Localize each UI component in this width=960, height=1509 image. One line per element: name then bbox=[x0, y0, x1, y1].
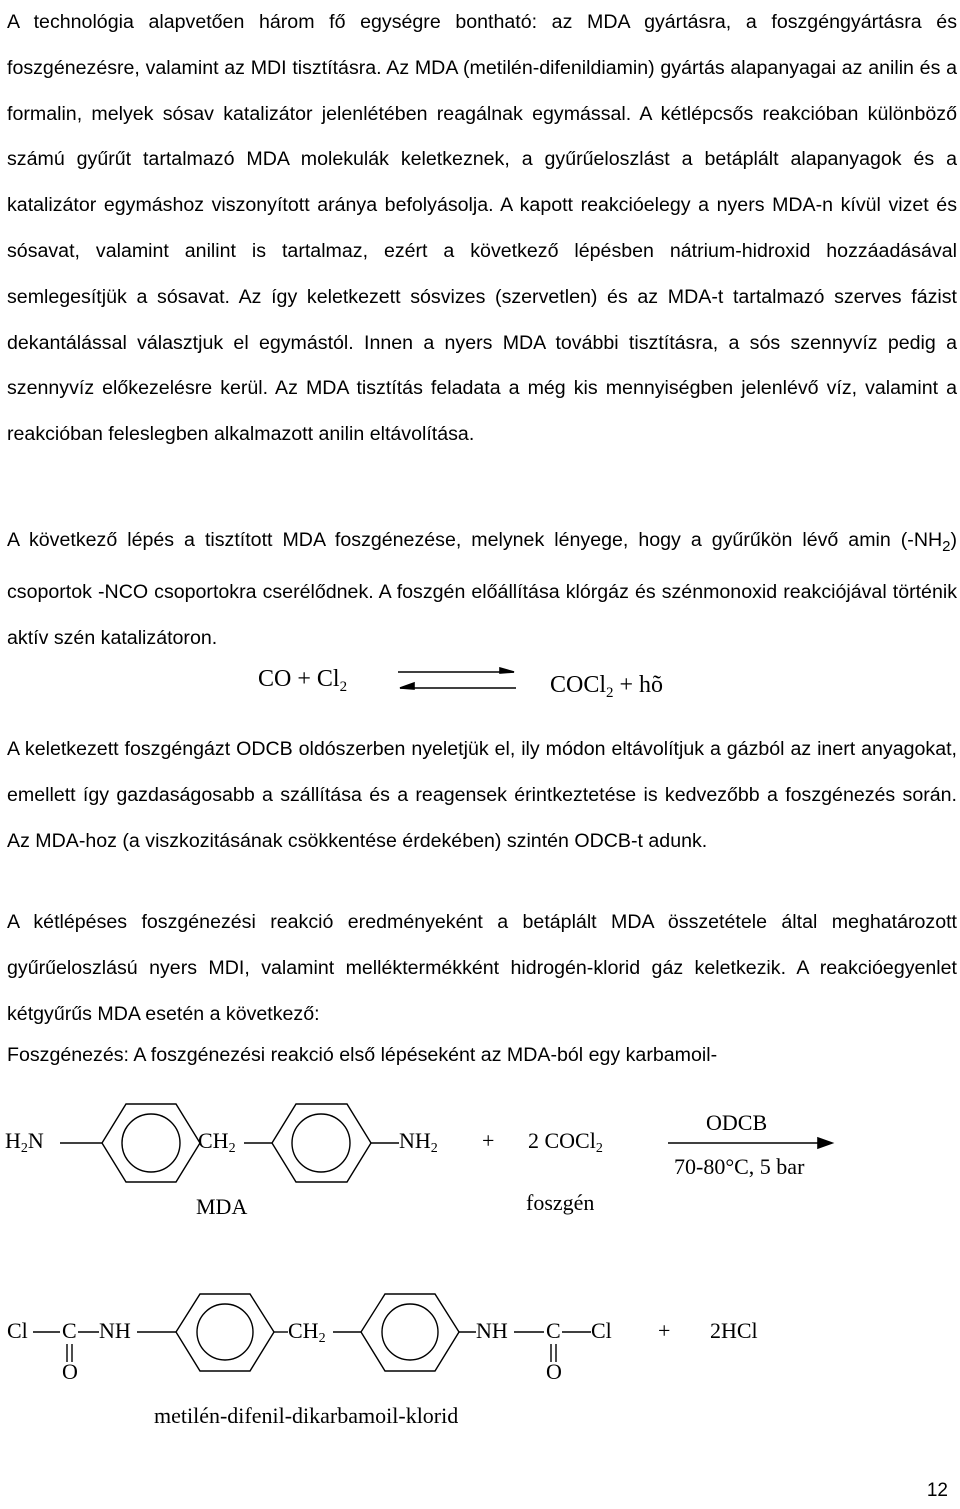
reagent-sub: 2 bbox=[595, 1141, 603, 1156]
eq-right-sub: 2 bbox=[606, 685, 614, 701]
p2-subscript: 2 bbox=[942, 538, 951, 555]
label-phosgene: foszgén bbox=[526, 1190, 595, 1215]
paragraph-odcb: A keletkezett foszgéngázt ODCB oldószerben nyeletjük el, ily módon eltávolítjuk a gázból az inert anyagokat, emellett így gazdaságosabb a szállítása és a reagensek érintkeztetése is kedvezőbb a foszgénezés során. Az MDA-hoz (a viszkozitásának csökkentése érdekében) szintén ODCB-t adunk. bbox=[7, 738, 957, 852]
product-nh-left: NH bbox=[99, 1318, 131, 1343]
benzene-ring-icon bbox=[361, 1294, 459, 1371]
h2n-n: N bbox=[27, 1128, 44, 1153]
equilibrium-arrow-icon bbox=[398, 668, 516, 689]
nh2-text: NH bbox=[399, 1128, 431, 1153]
condition-temp-pressure: 70-80°C, 5 bar bbox=[674, 1154, 805, 1179]
p2-text-before: A következő lépés a tisztított MDA foszgénezése, melynek lényege, hogy a gyűrűkön lévő amin (-NH bbox=[7, 529, 943, 551]
page-number: 12 bbox=[926, 1480, 948, 1501]
eq-left: CO + Cl bbox=[258, 666, 340, 692]
product-cl-left: Cl bbox=[7, 1318, 28, 1343]
product-name: metilén-difenil-dikarbamoil-klorid bbox=[154, 1403, 459, 1428]
paragraph-reaction: A kétlépéses foszgénezési reakció eredményeként a betáplált MDA összetétele által meghatározott gyűrűeloszlású nyers MDI, valamint melléktermékként hidrogén-klorid gáz keletkezik. A reakcióegyenlet kétgyűrűs MDA esetén a következő: bbox=[7, 911, 957, 1025]
paragraph-carbamoyl: Foszgénezés: A foszgénezési reakció első lépéseként az MDA-ból egy karbamoil- bbox=[7, 1044, 718, 1066]
reaction-arrow-icon bbox=[668, 1138, 832, 1148]
reaction-plus: + bbox=[482, 1128, 495, 1153]
product-c-left: C bbox=[62, 1318, 77, 1343]
product-nh-right: NH bbox=[476, 1318, 508, 1343]
ch2-sub: 2 bbox=[228, 1141, 236, 1156]
product-ch2-sub: 2 bbox=[318, 1331, 326, 1346]
nh2-sub: 2 bbox=[430, 1141, 438, 1156]
paragraph-intro: A technológia alapvetően három fő egységre bontható: az MDA gyártásra, a foszgéngyártásra és foszgénezésre, valamint az MDI tisztításra. Az MDA (metilén-difenildiamin) gyártás alapanyagai az anilin és a formalin, melyek sósav katalizátor jelenlétében reagálnak egymással. A kétlépcsős reakcióban különböző számú gyűrűt tartalmazó MDA molekulák keletkeznek, a gyűrűeloszlást a betáplált alapanyagok és a katalizátor egymáshoz viszonyított aránya befolyásolja. A kapott reakcióelegy a nyers MDA-n kívül vizet és sósavat, valamint anilint is tartalmaz, ezért a következő lépésben nátrium-hidroxid hozzáadásával semlegesítjük a sósavat. Az így keletkezett sósvizes (szervetlen) és az MDA-t tartalmazó szerves fázist dekantálással választjuk el egymástól. Innen a nyers MDA további tisztításra, a sós szennyvíz pedig a szennyvíz előkezelésre kerül. Az MDA tisztítás feladata a még kis mennyiségben jelenlévő víz, valamint a reakcióban feleslegben alkalmazott anilin eltávolítása. bbox=[7, 11, 957, 446]
eq-right-tail: + hõ bbox=[613, 672, 664, 698]
ch2-text: CH bbox=[198, 1128, 229, 1153]
label-mda: MDA bbox=[196, 1194, 248, 1219]
product-bond-lines bbox=[33, 1332, 591, 1362]
reagent-text: 2 COCl bbox=[528, 1128, 596, 1153]
product-cl-right: Cl bbox=[591, 1318, 612, 1343]
h2n-h: H bbox=[5, 1128, 21, 1153]
h2n-sub: 2 bbox=[20, 1141, 28, 1156]
eq-left-sub: 2 bbox=[339, 679, 348, 695]
eq-right: COCl bbox=[550, 672, 607, 698]
benzene-ring-icon bbox=[102, 1104, 200, 1182]
benzene-ring-icon bbox=[176, 1294, 274, 1371]
product-hcl: 2HCl bbox=[710, 1318, 758, 1343]
product-c-right: C bbox=[546, 1318, 561, 1343]
product-plus: + bbox=[658, 1318, 671, 1343]
benzene-ring-icon bbox=[272, 1104, 371, 1182]
product-o-left: O bbox=[62, 1359, 78, 1384]
condition-solvent: ODCB bbox=[706, 1110, 768, 1135]
p2-text-after: ) csoportok -NCO csoportokra cserélődnek. A foszgén előállítása klórgáz és szénmonoxid reakciójával történik aktív szén katalizátoron. bbox=[7, 529, 957, 649]
product-o-right: O bbox=[546, 1359, 562, 1384]
product-ch2-text: CH bbox=[288, 1318, 319, 1343]
